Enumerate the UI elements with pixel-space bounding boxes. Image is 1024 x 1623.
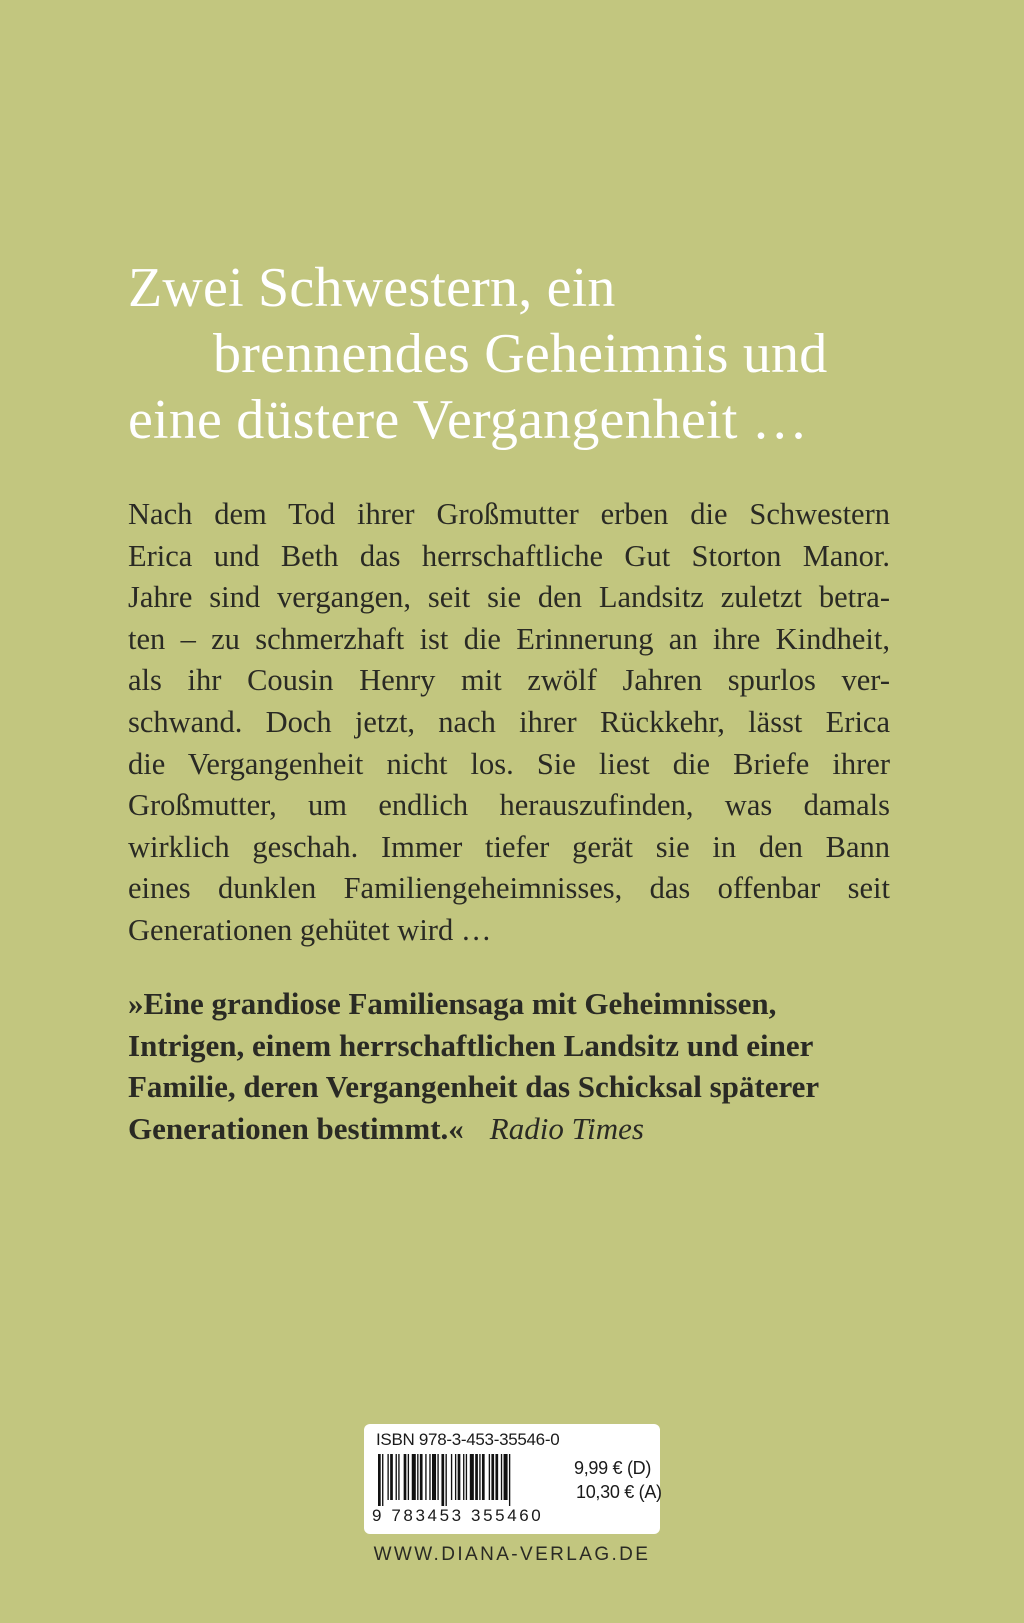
barcode-digits: 9 783453 355460: [372, 1506, 544, 1525]
barcode-bar: [495, 1454, 498, 1500]
blurb-line: wirklich geschah. Immer tiefer gerät sie in den Bann: [128, 829, 890, 864]
barcode-bar: [446, 1454, 447, 1506]
barcode-bar: [504, 1454, 508, 1500]
blurb-line: die Vergangenheit nicht los. Sie liest die Briefe ihrer: [128, 746, 890, 781]
blurb-line: Generationen gehütet wird …: [128, 912, 492, 947]
barcode-bar: [390, 1454, 393, 1500]
barcode-bar: [466, 1454, 467, 1500]
barcode-bar: [412, 1454, 416, 1500]
barcode-bar: [482, 1454, 485, 1500]
blurb-line: Nach dem Tod ihrer Großmutter erben die Schwestern: [128, 497, 890, 531]
barcode-bar: [378, 1454, 381, 1506]
barcode-bar: [475, 1454, 478, 1500]
barcode-bar: [479, 1454, 480, 1500]
headline-line: Zwei Schwestern, ein: [128, 257, 616, 319]
publisher-website: WWW.DIANA-VERLAG.DE: [373, 1544, 651, 1565]
quote-line-last: [128, 1108, 890, 1150]
quote-line: Familie, deren Vergangenheit das Schicksal späterer: [128, 1069, 820, 1105]
price-austria: 10,30 € (A): [576, 1482, 662, 1502]
blurb-line: schwand. Doch jetzt, nach ihrer Rückkehr, lässt Erica: [128, 704, 890, 739]
barcode-bar: [451, 1454, 452, 1500]
barcode-bar: [387, 1454, 388, 1500]
headline-line: eine düstere Vergangenheit …: [128, 389, 808, 451]
barcode-bar: [437, 1454, 438, 1500]
quote-line: Intrigen, einem herrschaftlichen Landsitz und einer: [128, 1027, 814, 1063]
isbn-number: ISBN 978-3-453-35546-0: [376, 1430, 560, 1449]
quote-line: »Eine grandiose Familiensaga mit Geheimnissen,: [128, 986, 777, 1021]
barcode-bar: [432, 1454, 436, 1500]
blurb-line: als ihr Cousin Henry mit zwölf Jahren spurlos ver-: [128, 663, 890, 698]
barcode-bar: [425, 1454, 426, 1500]
headline: [128, 255, 928, 453]
barcode-bar: [420, 1454, 423, 1500]
barcode-bar: [404, 1454, 407, 1500]
barcode-bar: [417, 1454, 418, 1500]
barcode-bar: [491, 1454, 494, 1500]
headline-line: brennendes Geheimnis und: [213, 323, 828, 385]
blurb-line: eines dunklen Familiengeheimnisses, das offenbar seit: [128, 871, 890, 906]
quote-source: Radio Times: [489, 1110, 644, 1146]
barcode-bar: [489, 1454, 490, 1500]
barcode-bar: [408, 1454, 409, 1500]
barcode-bars: [374, 1454, 554, 1506]
barcode-bar: [441, 1454, 444, 1506]
blurb-paragraph: [128, 494, 890, 952]
barcode-bar: [429, 1454, 430, 1500]
barcode-bar: [396, 1454, 397, 1500]
blurb-line: Jahre sind vergangen, seit sie den Landsitz zuletzt betra-: [128, 580, 890, 615]
blurb-line: Großmutter, um endlich herauszufinden, was damals: [128, 788, 890, 823]
barcode-bar: [382, 1454, 383, 1506]
barcode-bar: [455, 1454, 456, 1500]
barcode-bar: [509, 1454, 510, 1506]
barcode-bar: [501, 1454, 502, 1500]
barcode-bar: [458, 1454, 461, 1500]
price-germany: 9,99 € (D): [574, 1458, 652, 1478]
barcode-bar: [463, 1454, 464, 1500]
blurb-line: ten – zu schmerzhaft ist die Erinnerung an ihre Kindheit,: [128, 621, 890, 656]
barcode-bar: [398, 1454, 399, 1500]
barcode-label: [364, 1424, 660, 1534]
review-quote: [128, 983, 890, 1149]
barcode-bar: [470, 1454, 474, 1500]
quote-line: Generationen bestimmt.«: [128, 1110, 464, 1146]
blurb-line: Erica und Beth das herrschaftliche Gut Storton Manor.: [128, 538, 890, 573]
